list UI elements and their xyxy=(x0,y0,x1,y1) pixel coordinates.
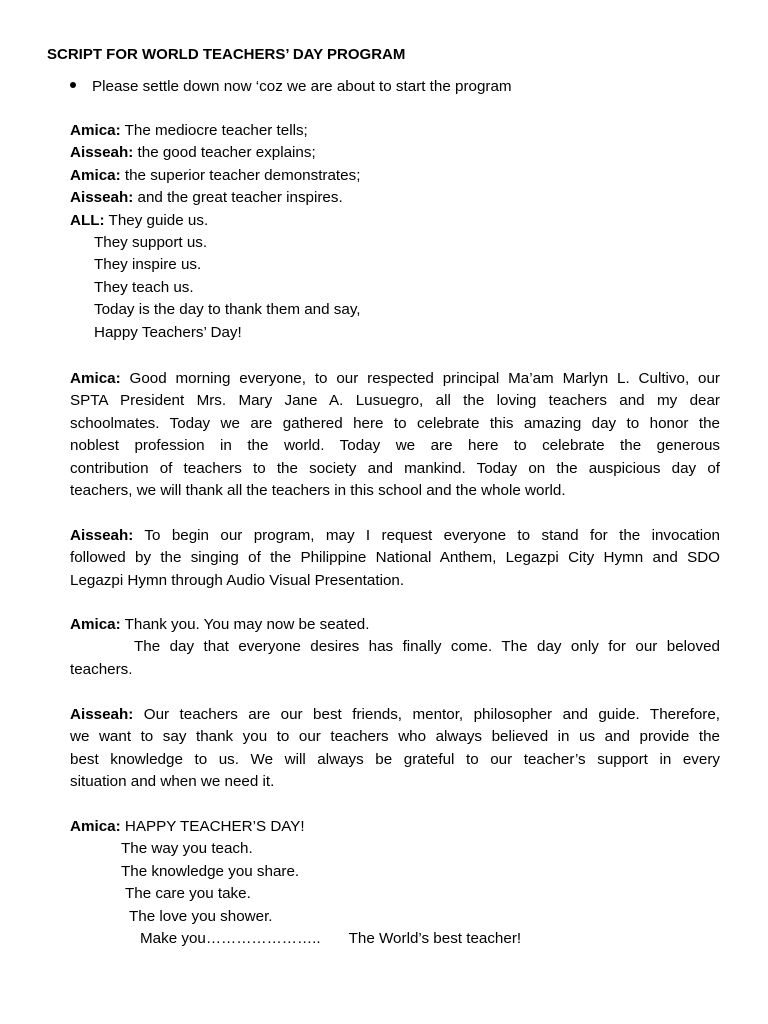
paragraph-line: teachers. xyxy=(70,660,133,678)
dialogue-text: the superior teacher demonstrates; xyxy=(120,166,361,184)
paragraph-line: best knowledge to us. We will always be grateful to our teacher’s support in every xyxy=(70,750,720,768)
paragraph-line: schoolmates. Today we are gathered here to celebrate this amazing day to honor the xyxy=(70,414,720,432)
bullet-text: Please settle down now ‘coz we are about to start the program xyxy=(92,78,512,95)
poem-line xyxy=(70,928,720,950)
speaker-name: ALL: xyxy=(70,211,105,229)
speaker-name: Aisseah: xyxy=(70,144,134,162)
closing-poem xyxy=(70,816,720,950)
chorus-line: They inspire us. xyxy=(94,256,202,274)
speaker-name: Amica: xyxy=(70,166,121,184)
paragraph-line: Legazpi Hymn through Audio Visual Presentation. xyxy=(70,571,405,589)
dialogue-line xyxy=(70,187,720,209)
poem-line: The care you take. xyxy=(125,885,251,903)
opening-dialogue xyxy=(70,120,720,344)
poem-line: The knowledge you share. xyxy=(121,862,300,880)
paragraph-line: teachers, we will thank all the teachers in this school and the whole world. xyxy=(70,481,566,499)
speaker-name: Aisseah: xyxy=(70,527,134,544)
speaker-name: Aisseah: xyxy=(70,706,134,723)
speaker-name: Aisseah: xyxy=(70,189,134,207)
paragraph-line: SPTA President Mrs. Mary Jane A. Lusuegro, all the loving teachers and my dear xyxy=(70,392,720,410)
chorus-line: They teach us. xyxy=(94,278,194,296)
paragraph-text: Thank you. You may now be seated. xyxy=(120,616,370,633)
paragraph-line: followed by the singing of the Philippine National Anthem, Legazpi City Hymn and SDO xyxy=(70,549,720,567)
paragraph-line xyxy=(70,368,720,390)
paragraph-text: Good morning everyone, to our respected principal Ma’am Marlyn L. Cultivo, our xyxy=(120,370,720,387)
paragraph-line: contribution of teachers to the society and mankind. Today on the auspicious day of xyxy=(70,459,720,477)
poem-text: Make you………………….. xyxy=(140,929,321,947)
paragraph-line xyxy=(70,614,720,636)
dialogue-text: The mediocre teacher tells; xyxy=(120,122,308,139)
speaker-name: Amica: xyxy=(70,370,121,387)
chorus-line: Happy Teachers’ Day! xyxy=(94,323,242,341)
paragraph-line: we want to say thank you to our teachers who always believed in us and provide the xyxy=(70,728,720,746)
paragraph-invocation xyxy=(70,525,720,592)
poem-line: The love you shower. xyxy=(129,907,273,925)
dialogue-line xyxy=(70,165,720,187)
paragraph-welcome xyxy=(70,368,720,502)
poem-line: The way you teach. xyxy=(121,840,253,858)
paragraph-line: situation and when we need it. xyxy=(70,773,275,791)
paragraph-seated xyxy=(70,614,720,681)
chorus-line: Today is the day to thank them and say, xyxy=(94,301,361,319)
dialogue-line xyxy=(70,142,720,164)
speaker-name: Amica: xyxy=(70,616,121,633)
bullet-item xyxy=(70,76,512,98)
paragraph-line xyxy=(70,525,720,547)
paragraph-line: noblest profession in the world. Today we are here to celebrate the generous xyxy=(70,437,720,455)
paragraph-text: Our teachers are our best friends, mentor, philosopher and guide. Therefore, xyxy=(133,706,720,723)
dialogue-text: HAPPY TEACHER’S DAY! xyxy=(120,818,305,835)
dialogue-line xyxy=(70,816,720,838)
dialogue-line xyxy=(70,210,720,232)
dialogue-text: the good teacher explains; xyxy=(133,144,316,162)
bullet-icon xyxy=(70,82,76,88)
dialogue-text: They guide us. xyxy=(104,211,209,229)
dialogue-line xyxy=(70,120,720,142)
poem-text: The World’s best teacher! xyxy=(348,929,522,947)
page-title: SCRIPT FOR WORLD TEACHERS’ DAY PROGRAM xyxy=(47,46,406,63)
paragraph-line: The day that everyone desires has finally come. The day only for our beloved xyxy=(134,638,720,656)
dialogue-text: and the great teacher inspires. xyxy=(133,189,343,207)
speaker-name: Amica: xyxy=(70,818,121,835)
paragraph-text: To begin our program, may I request everyone to stand for the invocation xyxy=(133,527,720,544)
chorus-line: They support us. xyxy=(94,233,208,251)
paragraph-line xyxy=(70,704,720,726)
speaker-name: Amica: xyxy=(70,122,121,139)
paragraph-gratitude xyxy=(70,704,720,794)
